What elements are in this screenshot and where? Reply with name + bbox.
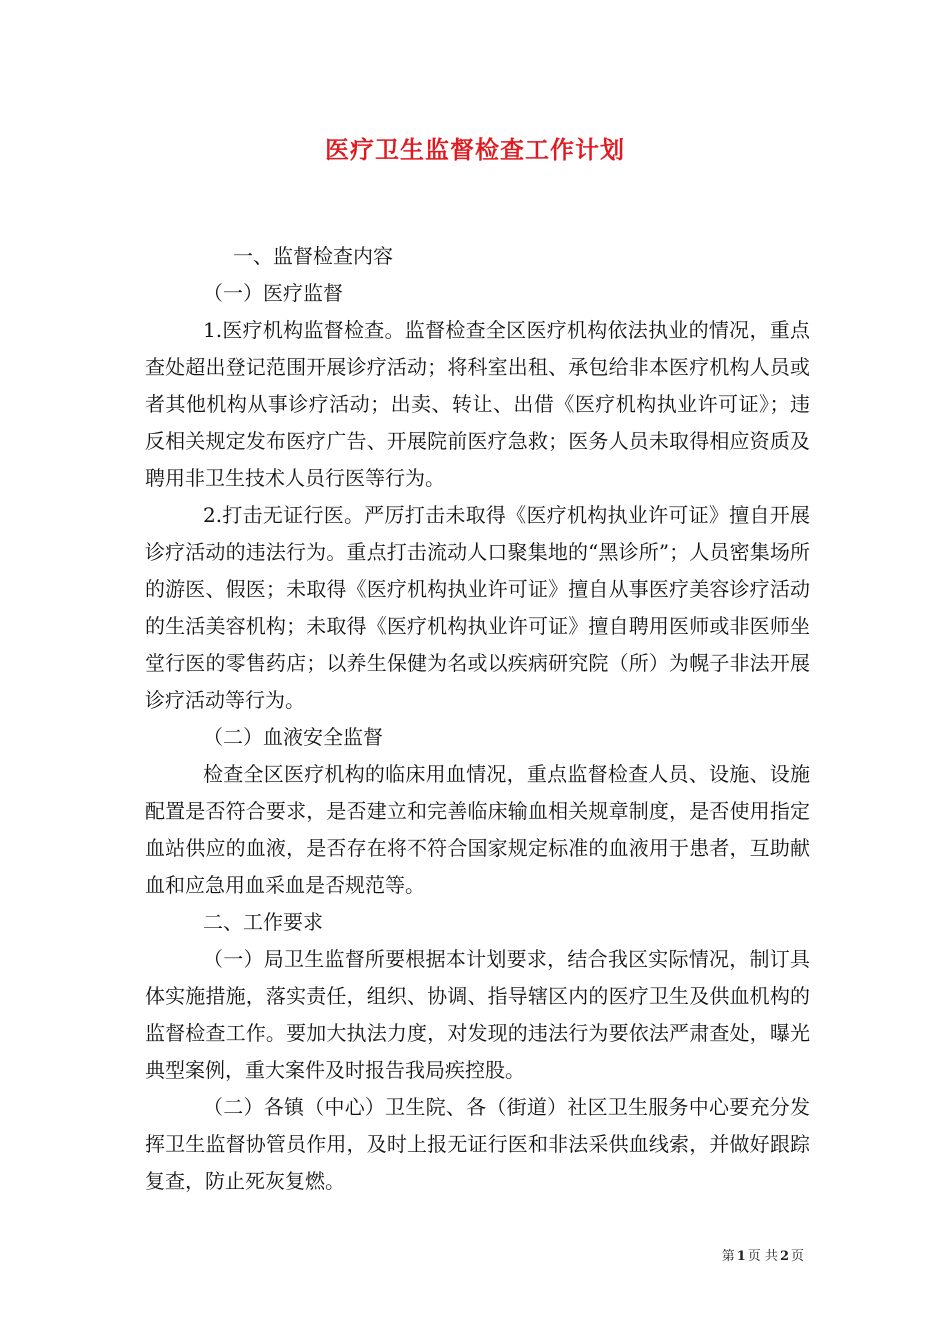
paragraph-blood-safety: 检查全区医疗机构的临床用血情况，重点监督检查人员、设施、设施配置是否符合要求，是否建立和完善临床输血相关规章制度，是否使用指定血站供应的血液，是否存在将不符合国家规定标准的血液用于患者，互助献血和应急用血采血是否规范等。 xyxy=(145,762,810,897)
footer-prefix: 第 xyxy=(721,1249,735,1264)
subsection-heading-1-1: （一）医疗监督 xyxy=(203,281,343,305)
page-number-footer xyxy=(722,1248,804,1266)
footer-middle: 页 共 xyxy=(747,1249,778,1264)
document-body xyxy=(145,238,810,1200)
section-heading-1: 一、监督检查内容 xyxy=(233,244,393,268)
subsection-heading-1-2: （二）血液安全监督 xyxy=(203,725,383,749)
footer-current-page: 1 xyxy=(736,1249,746,1264)
footer-suffix: 页 xyxy=(790,1249,804,1264)
paragraph-requirement-2: （二）各镇（中心）卫生院、各（街道）社区卫生服务中心要充分发挥卫生监督协管员作用，及时上报无证行医和非法采供血线索，并做好跟踪复查，防止死灰复燃。 xyxy=(145,1095,810,1193)
paragraph-requirement-1: （一）局卫生监督所要根据本计划要求，结合我区实际情况，制订具体实施措施，落实责任，组织、协调、指导辖区内的医疗卫生及供血机构的监督检查工作。要加大执法力度，对发现的违法行为要依法严肃查处，曝光典型案例，重大案件及时报告我局疾控股。 xyxy=(145,947,810,1082)
paragraph-institution-inspection: 1.医疗机构监督检查。监督检查全区医疗机构依法执业的情况，重点查处超出登记范围开展诊疗活动；将科室出租、承包给非本医疗机构人员或者其他机构从事诊疗活动；出卖、转让、出借《医疗机构执业许可证》；违反相关规定发布医疗广告、开展院前医疗急救；医务人员未取得相应资质及聘用非卫生技术人员行医等行为。 xyxy=(145,318,810,490)
paragraph-unlicensed-practice: 2.打击无证行医。严厉打击未取得《医疗机构执业许可证》擅自开展诊疗活动的违法行为。重点打击流动人口聚集地的“黑诊所”；人员密集场所的游医、假医；未取得《医疗机构执业许可证》擅自从事医疗美容诊疗活动的生活美容机构；未取得《医疗机构执业许可证》擅自聘用医师或非医师坐堂行医的零售药店；以养生保健为名或以疾病研究院（所）为幌子非法开展诊疗活动等行为。 xyxy=(145,503,810,712)
document-title: 医疗卫生监督检查工作计划 xyxy=(325,135,625,164)
section-heading-2: 二、工作要求 xyxy=(203,910,323,934)
footer-total-pages: 2 xyxy=(779,1249,789,1264)
